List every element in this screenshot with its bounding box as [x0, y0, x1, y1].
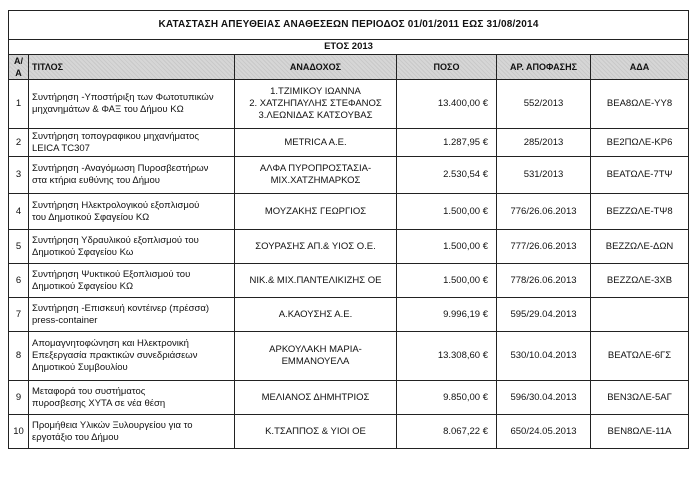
row-contractor	[235, 80, 397, 129]
row-amount: 13.308,60 €	[397, 332, 497, 381]
row-title-line: Επεξεργασία πρακτικών συνεδριάσεων	[32, 350, 198, 361]
year-row	[9, 40, 689, 55]
document-page	[8, 10, 688, 449]
row-title-line: Δημοτικού Συμβουλίου	[32, 362, 128, 373]
row-contractor-line: 1.ΤΖΙΜΙΚΟΥ ΙΩΑΝΝΑ	[270, 86, 361, 97]
col-header-title: ΤΙΤΛΟΣ	[29, 55, 235, 80]
table-row	[9, 194, 689, 230]
row-title	[29, 157, 235, 194]
row-title	[29, 298, 235, 332]
row-title-line: LEICA TC307	[32, 142, 90, 154]
row-decision: 531/2013	[497, 157, 591, 194]
row-title-line: Δημοτικού Σφαγείου Κω	[32, 246, 134, 258]
row-title-line: Δημοτικού Σφαγείου ΚΩ	[32, 280, 134, 292]
row-title	[29, 332, 235, 381]
row-contractor	[235, 230, 397, 264]
row-title	[29, 381, 235, 415]
row-amount: 1.500,00 €	[397, 194, 497, 230]
row-title-line: μηχανημάτων & ΦΑΞ του Δήμου ΚΩ	[32, 104, 184, 115]
row-contractor-line: ΝΙΚ.& ΜΙΧ.ΠΑΝΤΕΛΙΚΙΖΗΣ ΟΕ	[249, 274, 382, 286]
row-contractor	[235, 129, 397, 157]
row-title-line: Μεταφορά του συστήματος	[32, 385, 146, 397]
row-decision: 596/30.04.2013	[497, 381, 591, 415]
row-aa: 6	[9, 264, 29, 298]
row-title-line: Συντήρηση -Υποστήριξη των Φωτοτυπικών	[32, 92, 214, 103]
table-row	[9, 381, 689, 415]
row-contractor-line: 3.ΛΕΩΝΙΔΑΣ ΚΑΤΣΟΥΒΑΣ	[258, 110, 373, 121]
row-contractor-line: Κ.ΤΣΑΠΠΟΣ & ΥΙΟΙ ΟΕ	[265, 425, 366, 437]
row-title	[29, 415, 235, 449]
row-contractor-line: ΣΟΥΡΑΣΗΣ ΑΠ.& ΥΙΟΣ Ο.Ε.	[255, 240, 376, 252]
column-header-row	[9, 55, 689, 80]
row-contractor-line: ΜΕΛΙΑΝΟΣ ΔΗΜΗΤΡΙΟΣ	[261, 391, 370, 403]
row-decision: 595/29.04.2013	[497, 298, 591, 332]
row-title	[29, 80, 235, 129]
col-header-contractor: ΑΝΑΔΟΧΟΣ	[235, 55, 397, 80]
row-title	[29, 129, 235, 157]
row-contractor	[235, 415, 397, 449]
table-row	[9, 129, 689, 157]
row-contractor-line: ΑΛΦΑ ΠΥΡΟΠΡΟΣΤΑΣΙΑ-	[259, 163, 372, 174]
row-aa: 7	[9, 298, 29, 332]
row-ada	[591, 298, 689, 332]
row-aa: 1	[9, 80, 29, 129]
row-decision: 552/2013	[497, 80, 591, 129]
row-title-line: Συντήρηση Ψυκτικού Εξοπλισμού του	[32, 268, 191, 280]
row-title-line: press-container	[32, 314, 98, 326]
row-aa: 2	[9, 129, 29, 157]
row-amount: 1.500,00 €	[397, 264, 497, 298]
row-contractor-line: ΜΙΧ.ΧΑΤΖΗΜΑΡΚΟΣ	[270, 175, 361, 186]
row-contractor	[235, 332, 397, 381]
row-title	[29, 264, 235, 298]
row-title-line: Συντήρηση Υδραυλικού εξοπλισμού του	[32, 234, 199, 246]
row-title-line: στα κτήρια ευθύνης του Δήμου	[32, 175, 160, 186]
row-decision: 650/24.05.2013	[497, 415, 591, 449]
document-title: ΚΑΤΑΣΤΑΣΗ ΑΠΕΥΘΕΙΑΣ ΑΝΑΘΕΣΕΩΝ ΠΕΡΙΟΔΟΣ 01/01/2011 ΕΩΣ 31/08/2014	[9, 11, 689, 40]
row-decision: 778/26.06.2013	[497, 264, 591, 298]
row-title-line: Συντήρηση -Επισκευή κοντέινερ (πρέσσα)	[32, 302, 209, 314]
row-amount: 1.287,95 €	[397, 129, 497, 157]
row-title-line: Συντήρηση -Αναγόμωση Πυροσβεστήρων	[32, 163, 209, 174]
row-ada: ΒΕ2ΠΩΛΕ-ΚΡ6	[591, 129, 689, 157]
row-contractor-line: ΜΟΥΖΑΚΗΣ ΓΕΩΡΓΙΟΣ	[264, 205, 367, 217]
row-title	[29, 194, 235, 230]
col-header-ada: ΑΔΑ	[591, 55, 689, 80]
row-title	[29, 230, 235, 264]
row-aa: 4	[9, 194, 29, 230]
table-row	[9, 230, 689, 264]
row-ada: ΒΕΑΤΩΛΕ-7ΤΨ	[591, 157, 689, 194]
row-ada: ΒΕΖΖΩΛΕ-ΔΩΝ	[591, 230, 689, 264]
row-title-line: Προμήθεια Υλικών Ξυλουργείου για το	[32, 419, 193, 431]
row-contractor-line: ΑΡΚΟΥΛΑΚΗ ΜΑΡΙΑ-	[269, 344, 362, 355]
row-title-line: εργοτάξιο του Δήμου	[32, 431, 119, 443]
row-title-line: Συντήρηση Ηλεκτρολογικού εξοπλισμού	[32, 199, 200, 211]
row-contractor	[235, 298, 397, 332]
row-decision: 776/26.06.2013	[497, 194, 591, 230]
row-decision: 285/2013	[497, 129, 591, 157]
table-row	[9, 157, 689, 194]
table-row	[9, 298, 689, 332]
col-header-decision: ΑΡ. ΑΠΟΦΑΣΗΣ	[497, 55, 591, 80]
row-title-line: Συντήρηση τοπογραφικου μηχανήματος	[32, 130, 199, 142]
table-row	[9, 264, 689, 298]
table-row	[9, 80, 689, 129]
row-ada: ΒΕΑΤΩΛΕ-6ΓΣ	[591, 332, 689, 381]
year-label: ΕΤΟΣ 2013	[9, 40, 689, 55]
row-contractor-line: Α.ΚΑΟΥΣΗΣ Α.Ε.	[278, 308, 353, 320]
row-ada: ΒΕΖΖΩΛΕ-ΤΨ8	[591, 194, 689, 230]
table-row	[9, 415, 689, 449]
row-amount: 9.996,19 €	[397, 298, 497, 332]
row-contractor-line: 2. ΧΑΤΖΗΠΑΥΛΗΣ ΣΤΕΦΑΝΟΣ	[249, 98, 382, 109]
row-amount: 1.500,00 €	[397, 230, 497, 264]
title-row	[9, 11, 689, 40]
col-header-aa: Α/Α	[9, 55, 29, 80]
table-row	[9, 332, 689, 381]
row-aa: 10	[9, 415, 29, 449]
row-amount: 2.530,54 €	[397, 157, 497, 194]
row-title-line: πυροσβεσης ΧΥΤΑ σε νέα θέση	[32, 397, 166, 409]
row-title-line: Απομαγνητοφώνηση και Ηλεκτρονική	[32, 338, 189, 349]
col-header-amount: ΠΟΣΟ	[397, 55, 497, 80]
row-contractor-line: ΕΜΜΑΝΟΥΕΛΑ	[281, 356, 350, 367]
row-aa: 8	[9, 332, 29, 381]
row-decision: 777/26.06.2013	[497, 230, 591, 264]
row-contractor	[235, 381, 397, 415]
row-aa: 3	[9, 157, 29, 194]
row-ada: ΒΕΑ8ΩΛΕ-ΥΥ8	[591, 80, 689, 129]
row-amount: 9.850,00 €	[397, 381, 497, 415]
row-contractor	[235, 194, 397, 230]
direct-assignments-table	[8, 10, 689, 449]
row-contractor	[235, 157, 397, 194]
row-ada: ΒΕΖΖΩΛΕ-3ΧΒ	[591, 264, 689, 298]
row-decision: 530/10.04.2013	[497, 332, 591, 381]
row-amount: 8.067,22 €	[397, 415, 497, 449]
row-contractor-line: METRICA A.E.	[284, 136, 347, 148]
row-ada: ΒΕΝ8ΩΛΕ-11Α	[591, 415, 689, 449]
row-amount: 13.400,00 €	[397, 80, 497, 129]
row-aa: 5	[9, 230, 29, 264]
row-title-line: του Δημοτικού Σφαγείου ΚΩ	[32, 211, 150, 223]
row-ada: ΒΕΝ3ΩΛΕ-5ΑΓ	[591, 381, 689, 415]
row-contractor	[235, 264, 397, 298]
row-aa: 9	[9, 381, 29, 415]
